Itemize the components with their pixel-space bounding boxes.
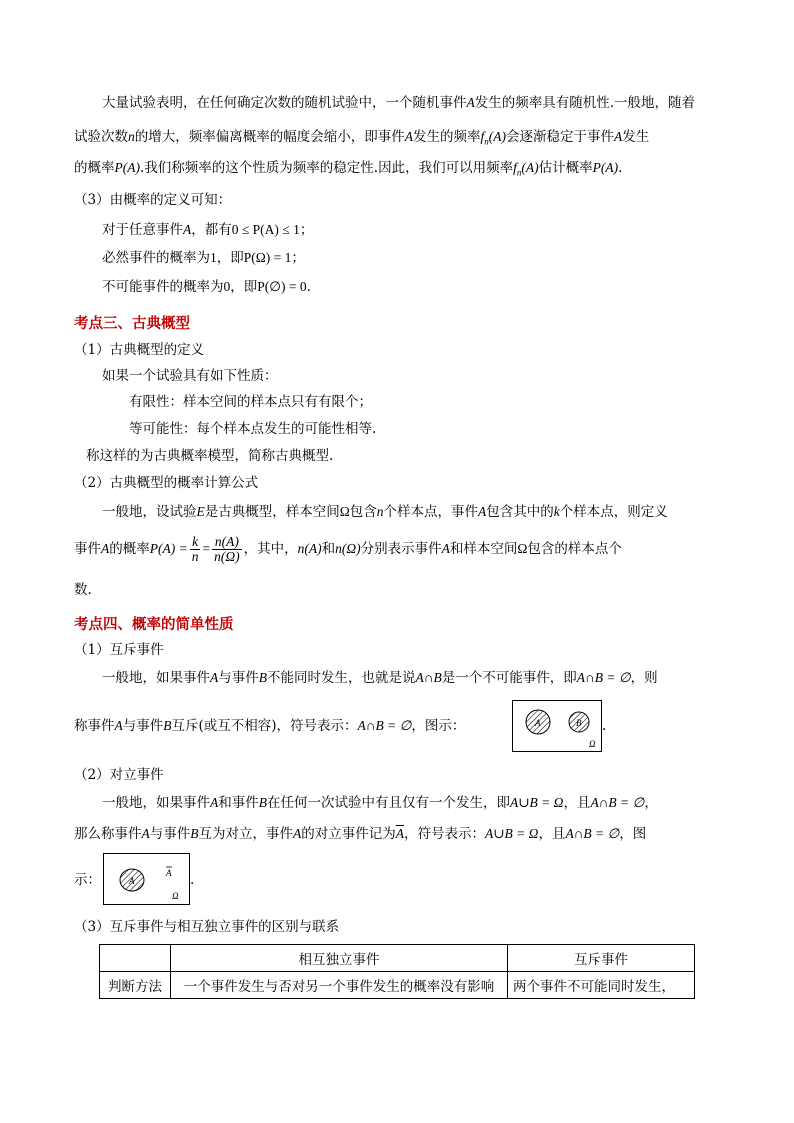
para1-line3: 的概率P(A).我们称频率的这个性质为频率的稳定性.因此，我们可以用频率$f_n(A)$估计概率P(A). [74, 160, 623, 178]
para1-line2: 试验次数n的增大，频率偏离概率的幅度会缩小，即事件A发生的频率$f_n(A)$会逐渐稳定于事件A发生 [74, 129, 650, 147]
label-a: A [129, 876, 135, 886]
table-row [100, 972, 695, 999]
def3-item3: 不可能事件的概率为0，即P(∅) = 0. [102, 279, 311, 295]
sec4-sub1-line2: 称事件A与事件B互斥(或互不相容)，符号表示：A∩B = ∅，图示： [74, 718, 466, 734]
sec3-sub2-line1: 一般地，设试验E是古典概型，样本空间Ω包含n个样本点，事件A包含其中的k个样本点，则定义 [102, 504, 668, 520]
sec3-sub1-line2: 有限性：样本空间的样本点只有有限个； [129, 394, 372, 410]
sec3-sub2-line2: 事件A的概率P(A) = $\frac{k}{n}$ = $\frac{n(A)}{n(\Omega)}$ ，其中，n(A)和n(Ω)分别表示事件A和样本空间Ω包含的样本点个 [74, 534, 622, 564]
fraction-k-over-n: $\frac{k}{n}$ [191, 534, 199, 564]
table-header-row [100, 945, 695, 972]
table-header-empty [100, 945, 171, 972]
table-header-independent: 相互独立事件 [171, 945, 508, 972]
sec4-sub2-line1: 一般地，如果事件A和事件B在任何一次试验中有且仅有一个发生，即A∪B = Ω，且A∩B = ∅， [102, 795, 658, 811]
label-omega: Ω [172, 891, 179, 901]
sec3-sub1-line4: 称这样的为古典概率模型，简称古典概型. [86, 448, 334, 464]
venn2-period: . [190, 872, 195, 888]
table-header-exclusive: 互斥事件 [508, 945, 695, 972]
sec3-sub1-line1: 如果一个试验具有如下性质： [102, 368, 278, 384]
venn-mutually-exclusive [512, 700, 602, 752]
def3-item1: 对于任意事件A，都有0 ≤ P(A) ≤ 1； [102, 222, 314, 238]
venn-disjoint-svg [513, 701, 601, 751]
sec4-sub2-line2: 那么称事件A与事件B互为对立，事件A的对立事件记为$\overline{A}$，符号表示：A∪B = Ω，且A∩B = ∅，图 [74, 826, 647, 842]
label-omega: Ω [589, 739, 596, 749]
def3-title: （3）由概率的定义可知： [74, 192, 232, 208]
sec3-sub1-line3: 等可能性：每个样本点发生的可能性相等. [129, 421, 377, 437]
label-a: A [535, 718, 541, 728]
table-cell-independent: 一个事件发生与否对另一个事件发生的概率没有影响 [171, 972, 508, 999]
table-cell-method: 判断方法 [100, 972, 171, 999]
venn1-period: . [602, 718, 607, 734]
para1-line1: 大量试验表明，在任何确定次数的随机试验中，一个随机事件A发生的频率具有随机性.一般地，随着 [102, 95, 696, 111]
sec3-sub1: （1）古典概型的定义 [74, 342, 205, 358]
sec3-sub2-line3: 数. [74, 582, 92, 598]
venn-complement-svg [104, 854, 189, 904]
table-cell-exclusive: 两个事件不可能同时发生， [508, 972, 695, 999]
fraction-nA-over-nOmega: $\frac{n(A)}{n(\Omega)}$ [214, 534, 240, 564]
sec4-sub2-line3: 示： [74, 872, 101, 888]
label-a-bar: A [166, 868, 172, 878]
section4-heading: 考点四、概率的简单性质 [74, 616, 234, 633]
section3-heading: 考点三、古典概型 [74, 315, 190, 332]
venn-complementary [103, 853, 190, 905]
def3-item2: 必然事件的概率为1，即P(Ω) = 1； [102, 250, 305, 266]
sec4-sub3: （3）互斥事件与相互独立事件的区别与联系 [74, 919, 340, 935]
sec3-sub2: （2）古典概型的概率计算公式 [74, 475, 259, 491]
sec4-sub1: （1）互斥事件 [74, 642, 164, 658]
comparison-table [99, 944, 695, 999]
sec4-sub2: （2）对立事件 [74, 767, 164, 783]
sec4-sub1-line1: 一般地，如果事件A与事件B不能同时发生，也就是说A∩B是一个不可能事件，即A∩B = ∅，则 [102, 670, 658, 686]
label-b: B [576, 718, 582, 728]
